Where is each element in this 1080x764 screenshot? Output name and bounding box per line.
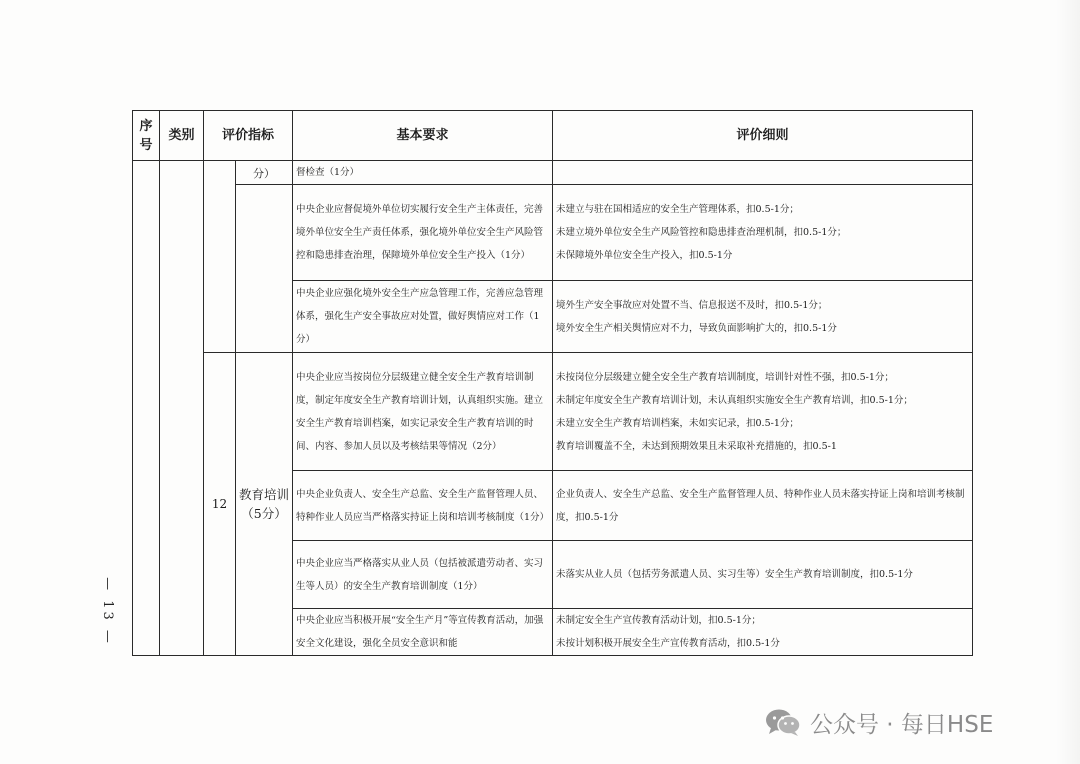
indicator-tail-cell: 分） bbox=[236, 161, 293, 185]
detail-line: 境外生产安全事故应对处置不当、信息报送不及时，扣0.5-1分； bbox=[556, 299, 828, 311]
detail-line: 未建立安全生产教育培训档案，未如实记录，扣0.5-1分； bbox=[556, 417, 799, 429]
table-row bbox=[133, 353, 973, 471]
header-category: 类别 bbox=[160, 111, 204, 161]
detail-cell bbox=[553, 281, 973, 353]
watermark bbox=[764, 704, 993, 740]
detail-cell bbox=[553, 609, 973, 656]
page-number-text: — 13 — bbox=[99, 576, 115, 646]
detail-line: 未按计划积极开展安全生产宣传教育活动，扣0.5-1分 bbox=[556, 638, 780, 649]
detail-cell bbox=[553, 185, 973, 281]
detail-line: 未制定安全生产宣传教育活动计划，扣0.5-1分； bbox=[556, 615, 761, 626]
scan-edge-shadow bbox=[1056, 0, 1080, 764]
requirement-cell: 中央企业应当严格落实从业人员（包括被派遣劳动者、实习生等人员）的安全生产教育培训制度（1分） bbox=[293, 541, 553, 609]
table-header-row bbox=[133, 111, 973, 161]
detail-line: 未制定年度安全生产教育培训计划，未认真组织实施安全生产教育培训，扣0.5-1分； bbox=[556, 394, 913, 406]
requirement-cell: 中央企业应当按岗位分层级建立健全安全生产教育培训制度，制定年度安全生产教育培训计划，认真组织实施。建立安全生产教育培训档案，如实记录安全生产教育培训的时间、内容、参加人员以及考核结果等情况（2分） bbox=[293, 353, 553, 471]
detail-line: 企业负责人、安全生产总监、安全生产监督管理人员、特种作业人员未落实持证上岗和培训考核制度，扣0.5-1分 bbox=[556, 488, 965, 523]
requirement-cell: 中央企业应强化境外安全生产应急管理工作，完善应急管理体系，强化生产安全事故应对处置，做好舆情应对工作（1分） bbox=[293, 281, 553, 353]
detail-cell bbox=[553, 353, 973, 471]
detail-cell bbox=[553, 471, 973, 541]
requirement-cell: 中央企业负责人、安全生产总监、安全生产监督管理人员、特种作业人员应当严格落实持证上岗和培训考核制度（1分） bbox=[293, 471, 553, 541]
detail-line: 未保障境外单位安全生产投入，扣0.5-1分 bbox=[556, 250, 733, 261]
requirement-cell: 中央企业应督促境外单位切实履行安全生产主体责任，完善境外单位安全生产责任体系，强化境外单位安全生产风险管控和隐患排查治理，保障境外单位安全生产投入（1分） bbox=[293, 185, 553, 281]
header-no: 序号 bbox=[133, 111, 160, 161]
watermark-text: 公众号 · 每日HSE bbox=[810, 711, 994, 738]
detail-line: 未按岗位分层级建立健全安全生产教育培训制度，培训针对性不强，扣0.5-1分； bbox=[556, 371, 894, 383]
detail-line: 境外安全生产相关舆情应对不力，导致负面影响扩大的，扣0.5-1分 bbox=[556, 322, 837, 334]
no-cell-empty bbox=[133, 161, 160, 656]
requirement-cell: 中央企业应当积极开展“安全生产月”等宣传教育活动，加强安全文化建设，强化全员安全意识和能 bbox=[293, 609, 553, 656]
header-detail: 评价细则 bbox=[553, 111, 973, 161]
table-row bbox=[133, 161, 973, 185]
wechat-icon bbox=[764, 707, 802, 737]
header-indicator: 评价指标 bbox=[204, 111, 293, 161]
detail-cell bbox=[553, 161, 973, 185]
detail-line: 教育培训覆盖不全，未达到预期效果且未采取补充措施的，扣0.5-1 bbox=[556, 440, 837, 452]
header-requirement: 基本要求 bbox=[293, 111, 553, 161]
detail-line: 未建立与驻在国相适应的安全生产管理体系，扣0.5-1分； bbox=[556, 204, 799, 215]
category-cell-empty bbox=[160, 161, 204, 656]
indicator-no-cell-prev bbox=[204, 161, 236, 353]
detail-line: 未建立境外单位安全生产风险管控和隐患排查治理机制，扣0.5-1分； bbox=[556, 227, 847, 238]
detail-line: 未落实从业人员（包括劳务派遣人员、实习生等）安全生产教育培训制度，扣0.5-1分 bbox=[556, 569, 913, 580]
page-number bbox=[92, 566, 122, 656]
requirement-cell: 督检查（1分） bbox=[293, 161, 553, 185]
evaluation-table bbox=[132, 110, 973, 656]
table-row bbox=[133, 185, 973, 281]
detail-cell bbox=[553, 541, 973, 609]
indicator-name-cell: 教育培训（5分） bbox=[236, 353, 293, 656]
indicator-number-cell: 12 bbox=[204, 353, 236, 656]
indicator-name-cell-prev bbox=[236, 185, 293, 353]
